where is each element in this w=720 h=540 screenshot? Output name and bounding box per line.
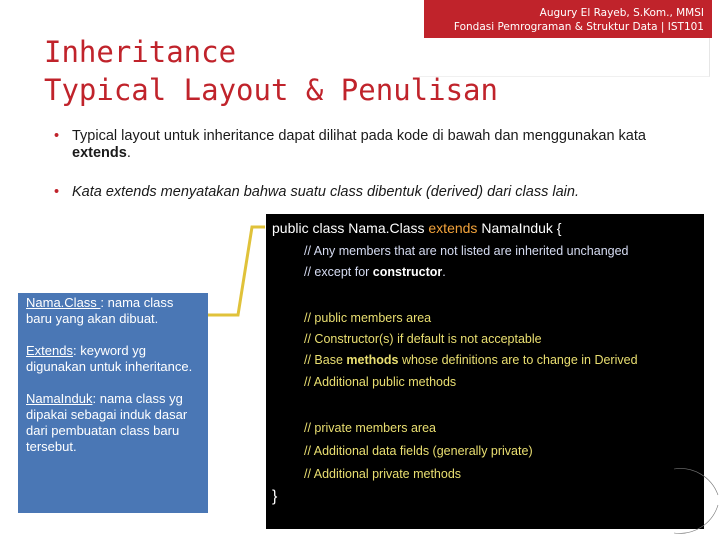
- note-extends: Extends: keyword yg digunakan untuk inheritance.: [26, 343, 193, 374]
- connector-bracket: [205, 222, 267, 322]
- code-additional-private: // Additional private methods: [304, 467, 462, 481]
- connector-line: [208, 227, 265, 315]
- seal-ring-lower: [674, 505, 718, 533]
- bullet-2-text: Kata extends menyatakan bahwa suatu class dibentuk (derived) dari class lain.: [72, 184, 579, 200]
- bullet-item-extends: [54, 184, 674, 201]
- header-text: [454, 6, 704, 34]
- bullet-1-text: Typical layout untuk inheritance dapat dilihat pada kode di bawah dan menggunakan kata: [72, 128, 646, 144]
- bullet-1-end: .: [126, 145, 131, 161]
- title-line-2: Typical Layout & Penulisan: [44, 73, 498, 107]
- bullet-dot-icon: •: [54, 128, 60, 144]
- bullet-1-keyword: extends: [72, 145, 127, 161]
- code-closing-brace: }: [272, 488, 278, 505]
- university-seal: [668, 455, 720, 540]
- header-course: Fondasi Pemrograman & Struktur Data | IST101: [453, 21, 704, 33]
- code-block: [266, 214, 704, 529]
- code-public-class: public class Nama.Class: [272, 220, 425, 236]
- code-public-area: // public members area: [304, 311, 432, 325]
- code-extends-keyword: extends: [428, 220, 478, 236]
- note-term-nama-class: Nama.Class: [26, 295, 101, 310]
- explanation-box: [18, 293, 208, 513]
- code-comment-constructor: // except for constructor.: [304, 265, 446, 279]
- code-private-area: // private members area: [304, 421, 436, 435]
- code-data-fields: // Additional data fields (generally private): [304, 444, 533, 458]
- note-term-nama-induk: NamaInduk: [26, 391, 93, 406]
- code-constructors: // Constructor(s) if default is not acceptable: [304, 332, 542, 346]
- bullet-list: [54, 128, 674, 201]
- note-nama-induk: NamaInduk: nama class yg dipakai sebagai induk dasar dari pembuatan class baru tersebut.: [26, 391, 188, 454]
- header-author: Augury El Rayeb, S.Kom., MMSI: [539, 7, 704, 19]
- code-comment-inherited: // Any members that are not listed are inherited unchanged: [304, 244, 629, 258]
- title-line-1: Inheritance: [44, 35, 237, 69]
- note-term-extends: Extends: [26, 343, 73, 358]
- bullet-item-layout: [54, 128, 674, 162]
- bullet-dot-icon: •: [54, 184, 60, 200]
- seal-ring: [674, 468, 718, 495]
- note-nama-class: Nama.Class : nama class baru yang akan dibuat.: [26, 295, 174, 326]
- code-additional-public: // Additional public methods: [304, 375, 457, 389]
- code-parent-class: NamaInduk {: [481, 220, 562, 236]
- code-base-methods: // Base methods whose definitions are to change in Derived: [304, 353, 638, 367]
- code-class-declaration: [272, 220, 562, 236]
- page-title: [44, 33, 544, 109]
